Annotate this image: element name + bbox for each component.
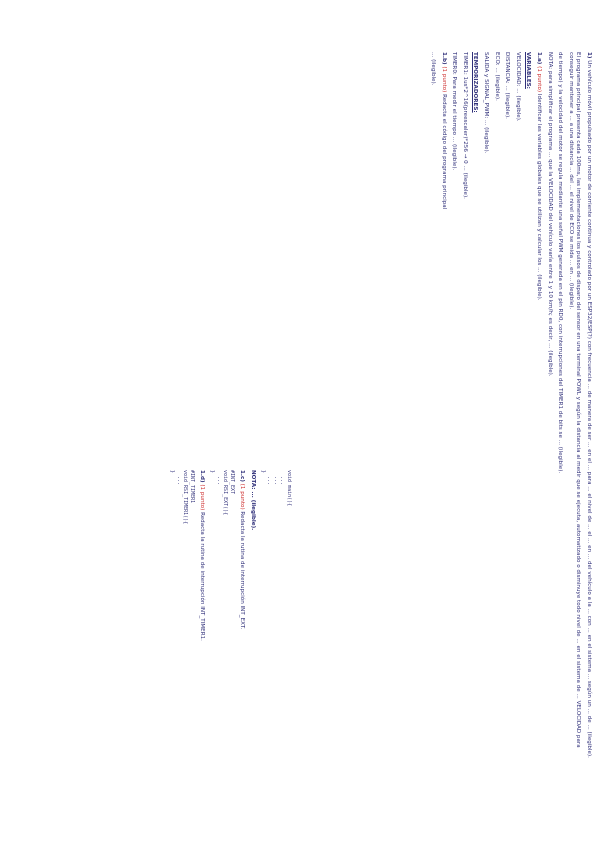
timer-1: TIMER1: 1us*2^16(preescaler)*256 → 0 ... (ilegible). [461, 52, 468, 199]
variable-4: SALIDA y SIGNAL_PWM: ... (ilegible). [483, 52, 490, 154]
right-column [166, 470, 293, 800]
paragraph-3: de tiempo) y la velocidad del motor se regula mediante una señal PWM generada en el pin RD0, con interrupciones del TIMER1 de bits se ... (ilegible). [557, 52, 564, 474]
question-1a: 1.a) (1 punto) Identificar las variables globales que se utilizan y calcular los ... (ilegible). [536, 52, 543, 301]
question-1b: 1.b) (1 punto) Redacta el código del programa principal [440, 52, 447, 210]
variables-heading: VARIABLES: [525, 52, 532, 89]
paragraph-2: El programa principal presenta cada 100ms, las implementaciones los pulsos de disparo del sensor en una terminal POWL y según la distancia al medir que se ejecuta, automatizado o disminuye todo nivel de ... en el sistema de ... VELOCIDAD para conseguir mantener a ... a una distancia ... del ... el nivel de ECO se mida ... en ... (ilegible). [567, 52, 582, 748]
int-ext-code: #INT_EXT void RSI_EXT(){ ... } [209, 470, 235, 516]
question-1d: 1.d) (1 punto) Redacta la rutina de interrupción INT_TIMER1. [199, 470, 206, 641]
int-timer1-code: #INT_TIMER1 void RSI_TIMER1(){ ... } [169, 470, 195, 525]
timer-2: TIMER0: Para medir el tiempo ... (ilegible). [451, 52, 458, 171]
note-paragraph: NOTA: para simplificar el programa ... que la VELOCIDAD del vehículo varía entre 1 y 10 km/h; es decir, ... (ilegible). [546, 52, 553, 377]
variable-1: VELOCIDAD: ... (ilegible). [514, 52, 521, 122]
variable-3: ECO: ... (ilegible). [493, 52, 500, 101]
left-column [426, 52, 593, 772]
question-1c: 1.c) (1 punto) Redacta la rutina de interrupción INT_EXT. [239, 470, 246, 630]
question-1b-body: ... (ilegible). [430, 52, 437, 86]
question-number: 1) [586, 52, 592, 59]
variable-2: DISTANCIA: ... (ilegible). [504, 52, 511, 119]
main-code: void main(){ ... ... ... } [259, 470, 292, 507]
timers-heading: TEMPORIZADORES: [472, 52, 479, 113]
right-note: NOTA: ... (ilegible). [250, 470, 257, 531]
intro-paragraph: 1) Un vehículo móvil propulsado por un motor de corriente continua y controlado por un ESP32/ESP(?) con frecuencia ... de manera de ser ... en el ... para ... el nivel de ... el ... en ... del vehículo a la ... con ... en el sistema ... según un ... de ... (ilegible). [586, 52, 592, 758]
